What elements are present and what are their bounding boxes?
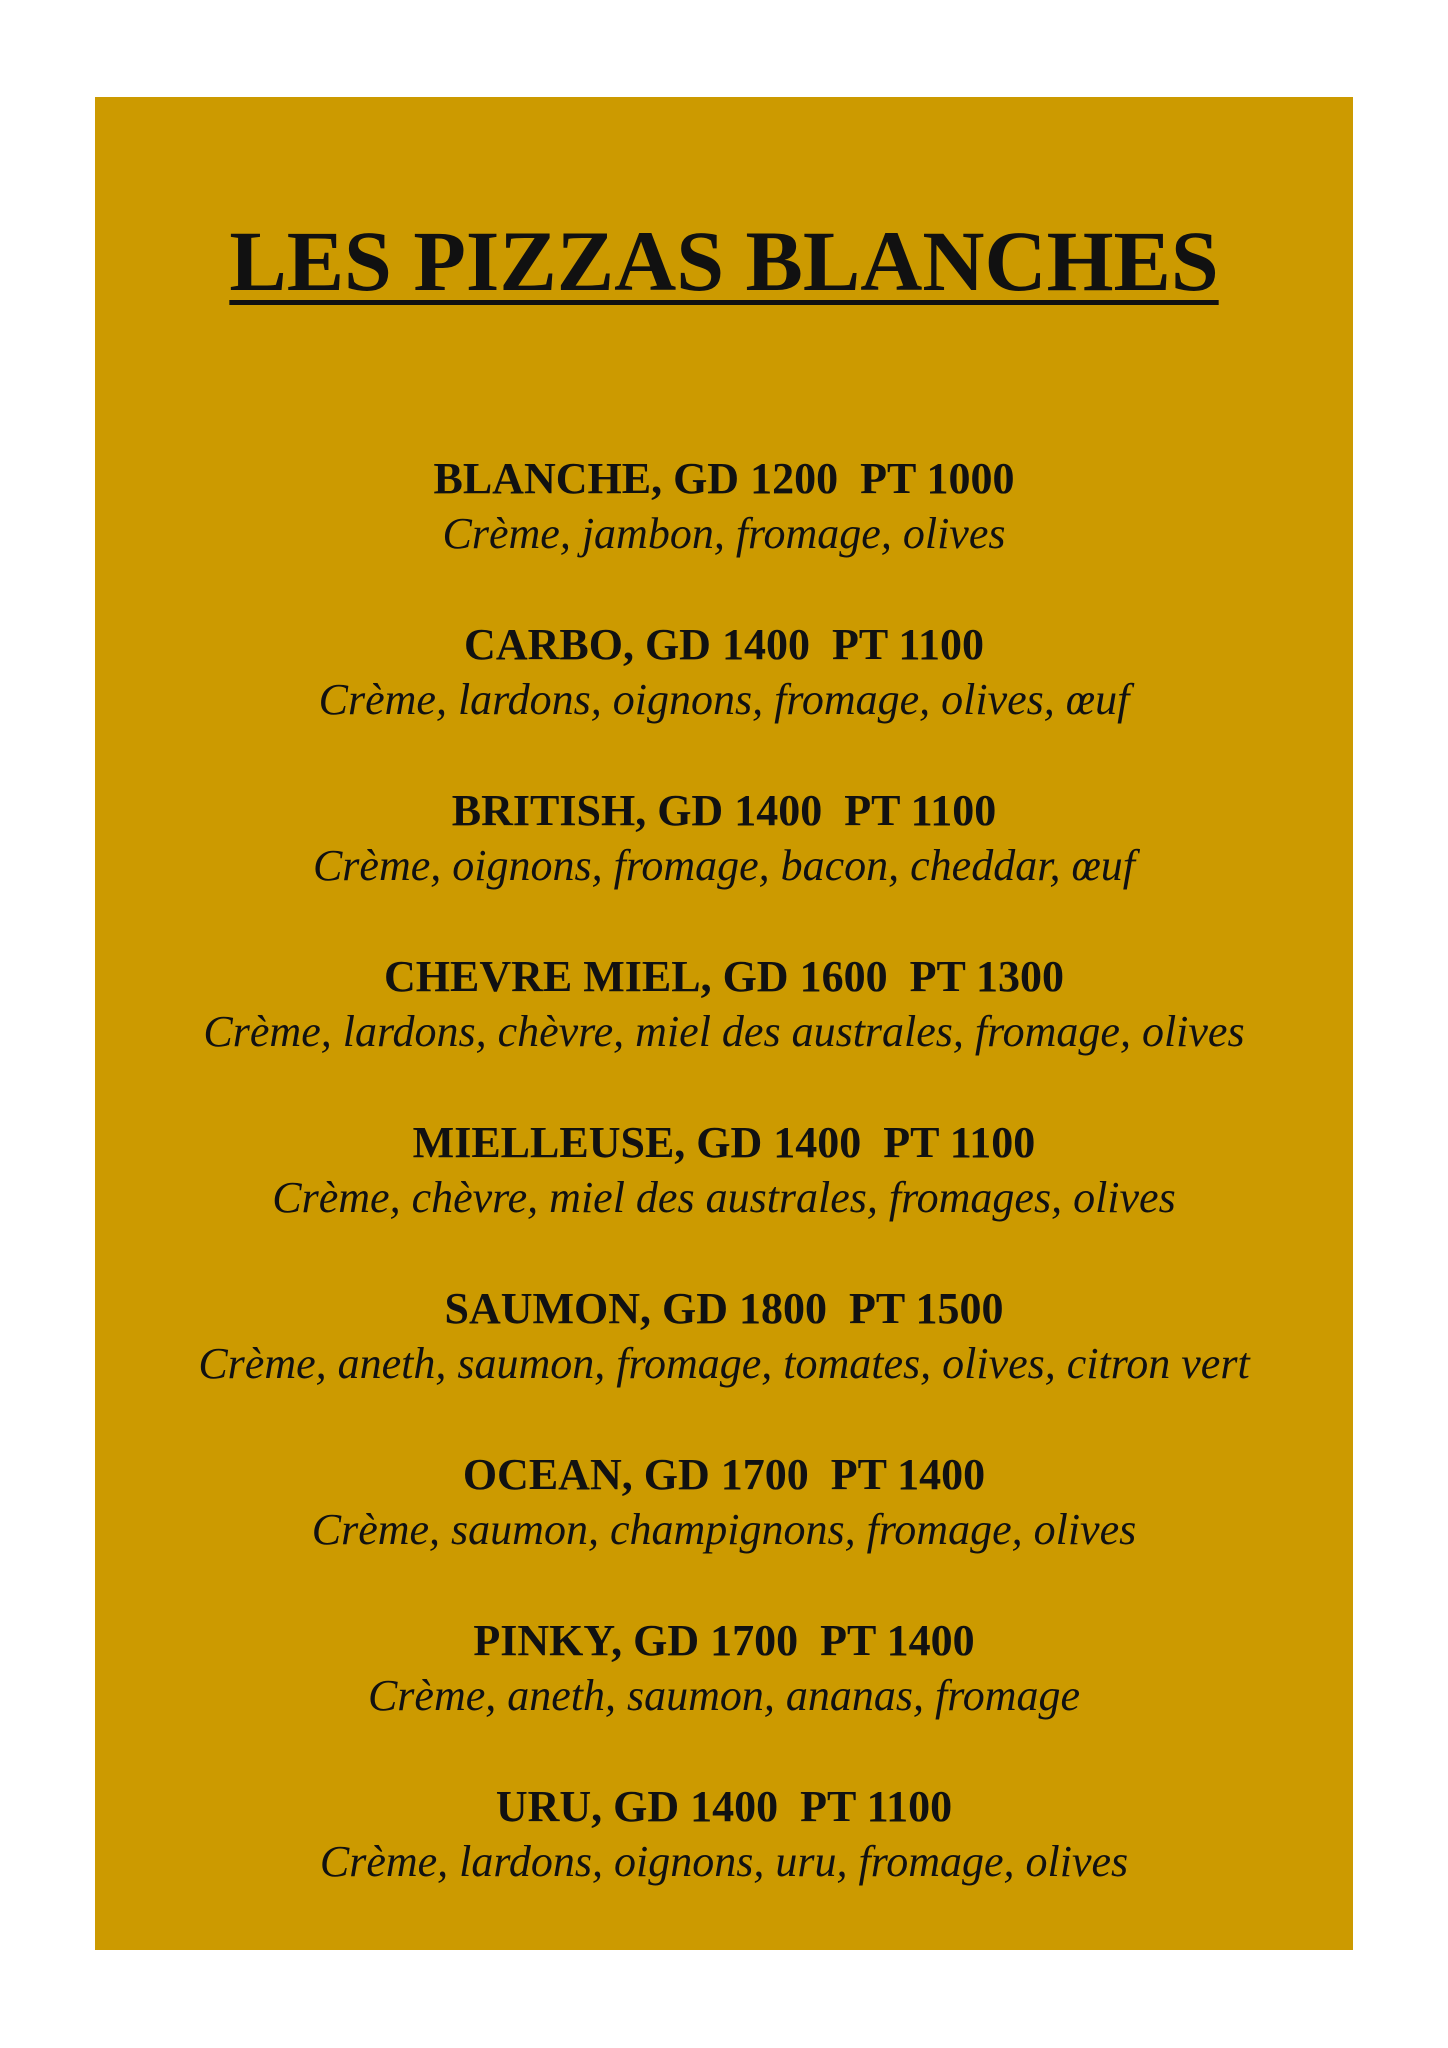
item-description: Crème, lardons, oignons, fromage, olives, œuf [318,675,1130,724]
menu-item-blanche [95,451,1353,617]
item-description: Crème, saumon, champignons, fromage, olives [311,1505,1137,1554]
item-name: BRITISH, GD 1400 PT 1100 [451,786,997,835]
item-name: CARBO, GD 1400 PT 1100 [464,620,984,669]
item-description: Crème, aneth, saumon, ananas, fromage [367,1671,1081,1720]
item-name: OCEAN, GD 1700 PT 1400 [462,1450,986,1499]
menu-item-saumon [95,1281,1353,1447]
menu-item-uru [95,1779,1353,1945]
menu-panel [95,97,1353,1950]
menu-item-pinky [95,1613,1353,1779]
item-name: SAUMON, GD 1800 PT 1500 [444,1284,1004,1333]
item-description: Crème, aneth, saumon, fromage, tomates, olives, citron vert [198,1339,1250,1388]
menu-item-carbo [95,617,1353,783]
item-name: URU, GD 1400 PT 1100 [495,1782,953,1831]
item-name: CHEVRE MIEL, GD 1600 PT 1300 [383,952,1065,1001]
menu-item-chevre-miel [95,949,1353,1115]
item-description: Crème, oignons, fromage, bacon, cheddar, œuf [312,841,1136,890]
item-name: BLANCHE, GD 1200 PT 1000 [433,454,1015,503]
item-description: Crème, jambon, fromage, olives [442,509,1006,558]
item-name: MIELLEUSE, GD 1400 PT 1100 [412,1118,1036,1167]
item-description: Crème, lardons, oignons, uru, fromage, olives [319,1837,1129,1886]
item-description: Crème, lardons, chèvre, miel des australes, fromage, olives [203,1007,1245,1056]
menu-items-list [95,451,1353,1945]
menu-item-mielleuse [95,1115,1353,1281]
menu-item-ocean [95,1447,1353,1613]
item-description: Crème, chèvre, miel des australes, fromages, olives [272,1173,1176,1222]
menu-item-british [95,783,1353,949]
menu-title: LES PIZZAS BLANCHES [229,213,1219,309]
item-name: PINKY, GD 1700 PT 1400 [473,1616,975,1665]
